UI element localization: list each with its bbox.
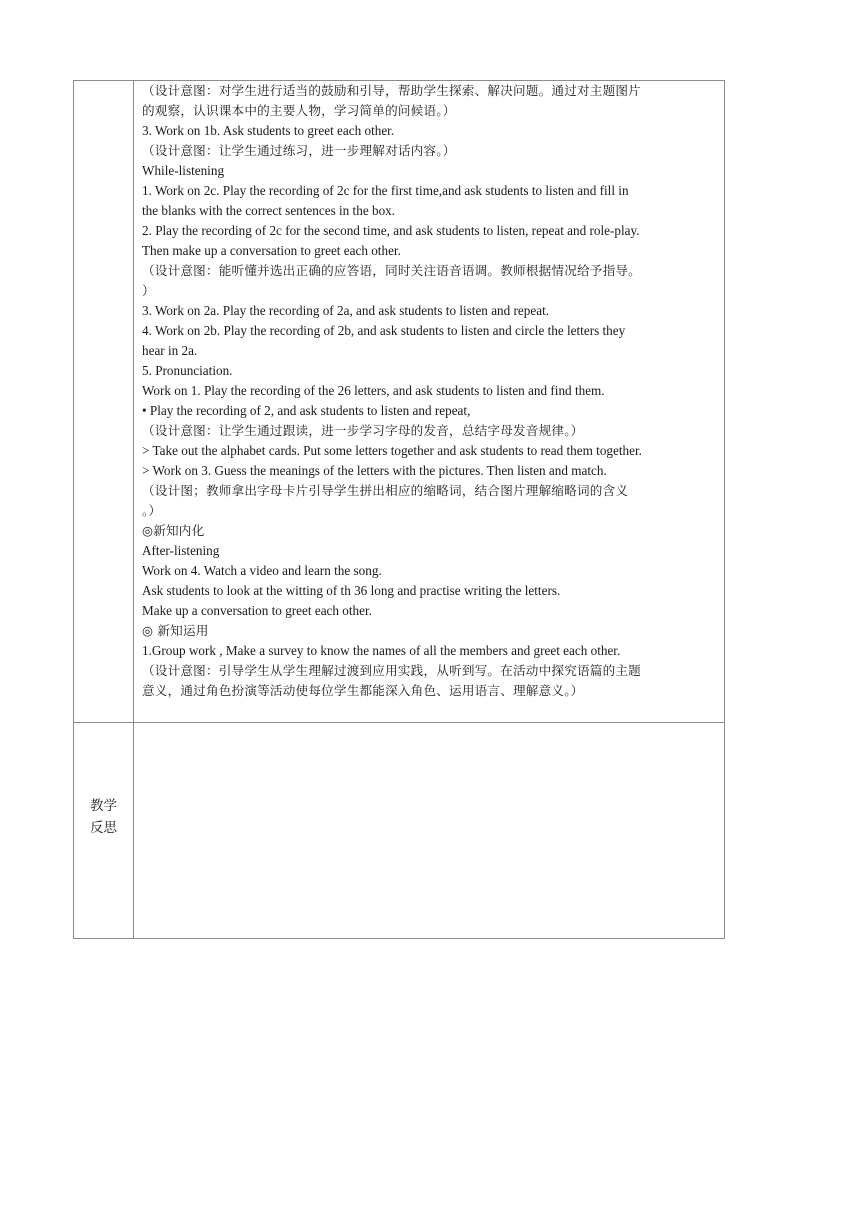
reflection-row: [74, 723, 725, 939]
design-intent-note: （设计意图：让学生通过练习，进一步理解对话内容。）: [142, 143, 456, 158]
section-heading-internalization: ◎新知内化: [142, 523, 205, 538]
step-2a: 3. Work on 2a. Play the recording of 2a, and ask students to listen and repeat.: [142, 303, 550, 318]
design-intent-note: （设计意图：能听懂并选出正确的应答语，同时关注语音语调。教师根据情况给予指导。: [142, 263, 641, 278]
step-conversation: Make up a conversation to greet each other.: [142, 603, 372, 618]
design-intent-note: （设计意图：让学生通过跟读，进一步学习字母的发音，总结字母发音规律。）: [142, 423, 584, 438]
step-2c-second-cont: Then make up a conversation to greet each other.: [142, 243, 401, 258]
step-2c-first-cont: the blanks with the correct sentences in the box.: [142, 203, 396, 218]
design-intent-note-cont: 意义，通过角色扮演等活动使每位学生都能深入角色、运用语言、理解意义。）: [142, 683, 584, 698]
design-intent-note-cont: 。）: [142, 503, 162, 518]
design-intent-note: （设计意图：对学生进行适当的鼓励和引导，帮助学生探索、解决问题。通过对主题图片: [142, 83, 641, 98]
step-1b: 3. Work on 1b. Ask students to greet each other.: [142, 123, 395, 138]
teaching-process-label-cell: [74, 81, 134, 723]
teaching-process-row: [74, 81, 725, 723]
design-intent-note-cont: 的观察，认识课本中的主要人物，学习简单的问候语。）: [142, 103, 456, 118]
section-heading-application: ◎ 新知运用: [142, 623, 209, 638]
step-pronunciation-2: • Play the recording of 2, and ask students to listen and repeat,: [142, 403, 471, 418]
lesson-plan-table: [73, 80, 725, 939]
step-group-work: 1.Group work , Make a survey to know the names of all the members and greet each other.: [142, 643, 621, 658]
reflection-label-line2: 反思: [90, 819, 117, 836]
step-pronunciation-1: Work on 1. Play the recording of the 26 letters, and ask students to listen and find them.: [142, 383, 605, 398]
step-writing: Ask students to look at the witting of th 36 long and practise writing the letters.: [142, 583, 561, 598]
section-heading-while-listening: While-listening: [142, 163, 225, 178]
section-heading-pronunciation: 5. Pronunciation.: [142, 363, 233, 378]
section-heading-after-listening: After-listening: [142, 543, 220, 558]
step-2c-first: 1. Work on 2c. Play the recording of 2c for the first time,and ask students to listen and fill in: [142, 183, 629, 198]
step-song: Work on 4. Watch a video and learn the song.: [142, 563, 382, 578]
step-2b: 4. Work on 2b. Play the recording of 2b, and ask students to listen and circle the letters they: [142, 323, 626, 338]
step-pronunciation-3: > Work on 3. Guess the meanings of the letters with the pictures. Then listen and match.: [142, 463, 607, 478]
step-alphabet-cards: > Take out the alphabet cards. Put some letters together and ask students to read them together.: [142, 443, 642, 458]
design-intent-note: （设计图；教师拿出字母卡片引导学生拼出相应的缩略词，结合图片理解缩略词的含义: [142, 483, 629, 498]
reflection-label-cell: [74, 723, 134, 939]
step-2c-second: 2. Play the recording of 2c for the second time, and ask students to listen, repeat and role-play.: [142, 223, 640, 238]
teaching-process-content: [134, 81, 725, 723]
reflection-label-line1: 教学: [90, 797, 117, 814]
step-2b-cont: hear in 2a.: [142, 343, 198, 358]
design-intent-note-cont: ）: [142, 283, 155, 298]
design-intent-note: （设计意图：引导学生从学生理解过渡到应用实践，从听到写。在活动中探究语篇的主题: [142, 663, 641, 678]
reflection-content: [134, 723, 725, 939]
